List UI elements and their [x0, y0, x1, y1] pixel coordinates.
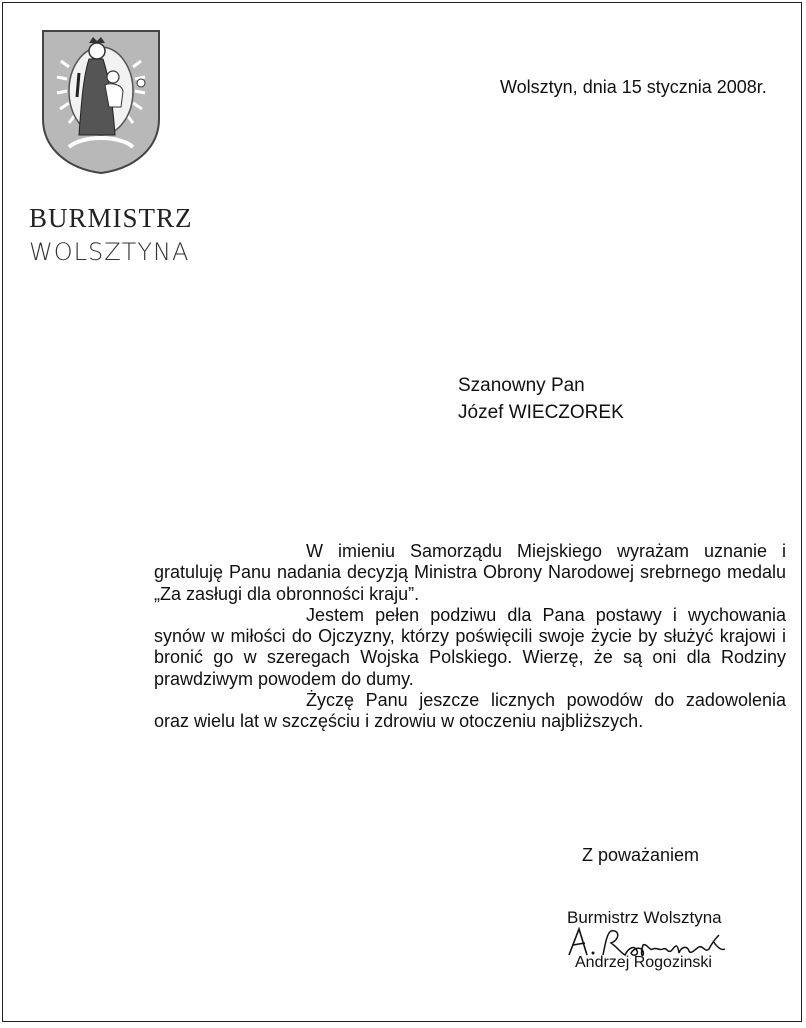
- signer-name: Andrzej Rogozinski: [575, 954, 712, 971]
- signer-title: Burmistrz Wolsztyna: [567, 908, 722, 927]
- issuer-title: BURMISTRZ: [29, 203, 193, 233]
- issuer-subtitle: WOLSZTYNA: [29, 238, 190, 266]
- body-paragraph: Życzę Panu jeszcze licznych powodów do zadowolenia oraz wielu lat w szczęściu i zdrowiu w otoczeniu najbliższych.: [154, 690, 786, 732]
- coat-of-arms-icon: [39, 27, 163, 175]
- addressee-name: Józef WIECZOREK: [458, 402, 624, 423]
- letter-body: [154, 541, 786, 733]
- body-paragraph: W imieniu Samorządu Miejskiego wyrażam uznanie i gratuluję Panu nadania decyzją Ministra Obrony Narodowej srebrnego medalu „Za zasługi dla obronności kraju”.: [154, 541, 786, 604]
- salutation: Szanowny Pan: [458, 375, 585, 396]
- closing: Z poważaniem: [582, 845, 700, 865]
- body-paragraph: Jestem pełen podziwu dla Pana postawy i wychowania synów w miłości do Ojczyzny, którzy poświęcili swoje życie by służyć krajowi i bronić go w szeregach Wojska Polskiego. Wierzę, że są oni dla Rodziny prawdziwym powodem do dumy.: [154, 604, 786, 689]
- letter-page: [2, 2, 802, 1022]
- dateline: Wolsztyn, dnia 15 stycznia 2008r.: [500, 77, 767, 97]
